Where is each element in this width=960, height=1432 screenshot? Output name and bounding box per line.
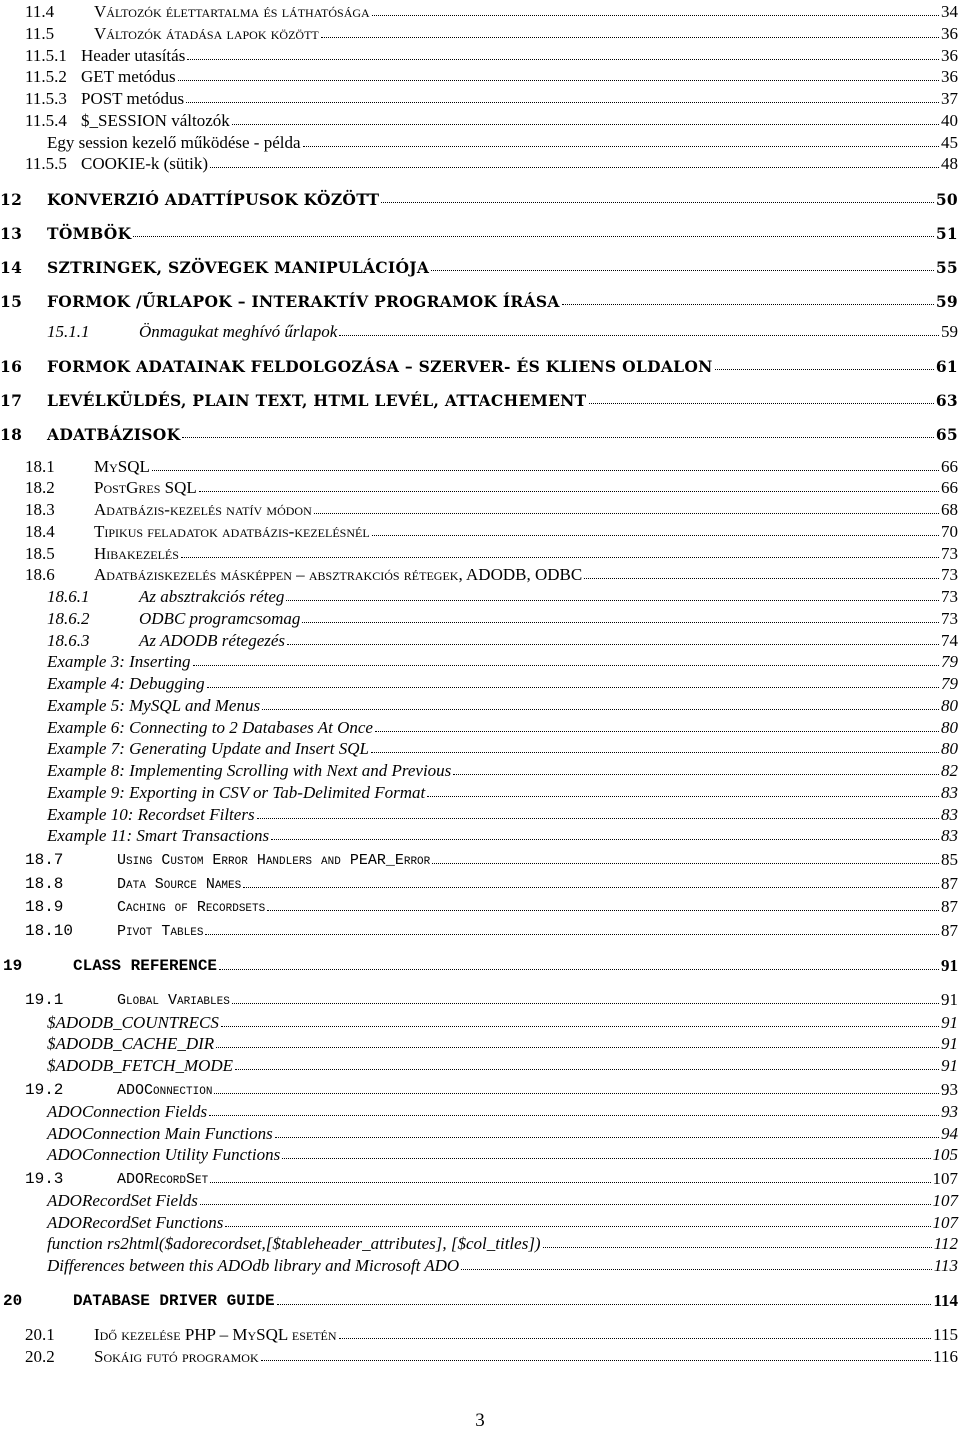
toc-entry-page: 91 <box>941 990 958 1009</box>
dot-leader <box>209 1115 939 1116</box>
toc-entry[interactable] <box>47 714 958 736</box>
toc-entry-title: Example 8: Implementing Scrolling with Next and Previous <box>47 761 452 780</box>
toc-entry-title: Using Custom Error Handlers and PEAR_Error <box>117 852 431 869</box>
dot-leader <box>715 369 934 370</box>
toc-entry[interactable] <box>25 474 958 496</box>
toc-entry-page: 37 <box>941 89 958 108</box>
dot-leader <box>302 622 939 623</box>
toc-entry-number: 12 <box>0 189 23 209</box>
dot-leader <box>232 1003 939 1004</box>
toc-entry-title: Változók átadása lapok között <box>94 24 319 43</box>
dot-leader <box>221 1026 939 1027</box>
toc-entry[interactable] <box>25 20 958 42</box>
dot-leader <box>584 578 939 579</box>
toc-entry-title: POST metódus <box>81 89 185 108</box>
toc-entry[interactable] <box>25 518 958 540</box>
toc-entry-page: 34 <box>941 2 958 21</box>
toc-entry[interactable] <box>0 287 958 309</box>
toc-entry-number: 11.5.5 <box>25 154 67 173</box>
toc-entry-title: Változók élettartalma és láthatósága <box>94 2 370 21</box>
toc-entry-title: CLASS REFERENCE <box>73 957 218 975</box>
toc-entry-title: Example 5: MySQL and Menus <box>47 696 261 715</box>
toc-entry-page: 87 <box>941 874 958 893</box>
dot-leader <box>210 167 939 168</box>
toc-entry-title: ADORecordSet Functions <box>47 1213 224 1232</box>
toc-entry[interactable] <box>25 63 958 85</box>
toc-entry-page: 73 <box>941 565 958 584</box>
toc-entry-title: ADORecordSet Fields <box>47 1191 198 1210</box>
dot-leader <box>214 1093 939 1094</box>
toc-entry[interactable] <box>0 219 958 241</box>
toc-entry[interactable] <box>25 870 958 892</box>
toc-entry-page: 36 <box>941 46 958 65</box>
dot-leader <box>372 15 939 16</box>
toc-entry[interactable] <box>47 318 958 340</box>
toc-entry-page: 91 <box>941 956 958 975</box>
dot-leader <box>235 1069 939 1070</box>
toc-entry-title: ADATBÁZISOK <box>47 424 181 444</box>
toc-entry[interactable] <box>25 893 958 915</box>
toc-entry-number: 20 <box>3 1292 23 1310</box>
toc-entry-page: 83 <box>941 826 958 845</box>
toc-entry-number: 19.2 <box>25 1081 64 1099</box>
toc-entry-page: 79 <box>941 674 958 693</box>
toc-entry-title: TÖMBÖK <box>47 223 132 243</box>
toc-entry-page: 91 <box>941 1056 958 1075</box>
toc-entry-number: 11.4 <box>25 2 55 21</box>
toc-entry-page: 94 <box>941 1124 958 1143</box>
toc-entry-page: 93 <box>941 1102 958 1121</box>
toc-entry-title: DATABASE DRIVER GUIDE <box>73 1292 275 1310</box>
toc-entry[interactable] <box>3 952 958 974</box>
toc-entry-page: 51 <box>935 223 958 243</box>
toc-entry-title: Example 6: Connecting to 2 Databases At Once <box>47 718 373 737</box>
toc-entry[interactable] <box>47 735 958 757</box>
toc-entry-title: GET metódus <box>81 67 176 86</box>
toc-entry-page: 107 <box>932 1191 958 1210</box>
dot-leader <box>193 665 939 666</box>
toc-entry-title: ADORecordSet <box>117 1171 209 1188</box>
toc-entry-number: 20.2 <box>25 1347 55 1366</box>
toc-entry-page: 116 <box>933 1347 958 1366</box>
toc-entry[interactable] <box>47 1030 958 1052</box>
toc-entry[interactable] <box>25 42 958 64</box>
toc-entry-title: Example 3: Inserting <box>47 652 191 671</box>
toc-entry[interactable] <box>0 352 958 374</box>
toc-entry-number: 14 <box>0 257 23 277</box>
toc-entry-page: 73 <box>941 587 958 606</box>
toc-entry[interactable] <box>47 605 958 627</box>
toc-entry[interactable] <box>25 986 958 1008</box>
toc-entry-title: MySQL <box>94 457 150 476</box>
toc-entry[interactable] <box>47 129 958 151</box>
toc-entry-page: 36 <box>941 24 958 43</box>
dot-leader <box>267 910 939 911</box>
toc-entry-title: Data Source Names <box>117 876 242 893</box>
toc-entry-page: 73 <box>941 609 958 628</box>
toc-entry-page: 107 <box>932 1169 958 1188</box>
toc-entry[interactable] <box>25 846 958 868</box>
toc-entry-title: ADOConnection <box>117 1082 213 1099</box>
toc-entry-number: 18 <box>0 424 23 444</box>
toc-entry-page: 82 <box>941 761 958 780</box>
toc-entry-title: $ADODB_CACHE_DIR <box>47 1034 215 1053</box>
dot-leader <box>461 1269 932 1270</box>
toc-entry-title: Sokáig futó programok <box>94 1347 259 1366</box>
toc-entry[interactable] <box>25 150 958 172</box>
toc-entry[interactable] <box>25 496 958 518</box>
toc-entry-title: Example 11: Smart Transactions <box>47 826 270 845</box>
toc-entry[interactable] <box>25 0 958 20</box>
dot-leader <box>216 1047 939 1048</box>
toc-entry-page: 80 <box>941 718 958 737</box>
dot-leader <box>562 304 934 305</box>
toc-entry[interactable] <box>25 1321 958 1343</box>
toc-entry[interactable] <box>47 627 958 649</box>
toc-entry-number: 18.6.3 <box>47 631 90 650</box>
dot-leader <box>186 102 939 103</box>
toc-entry[interactable] <box>47 757 958 779</box>
toc-entry[interactable] <box>47 692 958 714</box>
toc-entry-title: function rs2html($adorecordset,[$tableheader_attributes], [$col_titles]) <box>47 1234 541 1253</box>
toc-entry-number: 18.4 <box>25 522 55 541</box>
toc-entry-page: 74 <box>941 631 958 650</box>
toc-entry-title: Header utasítás <box>81 46 186 65</box>
dot-leader <box>152 470 939 471</box>
toc-entry[interactable] <box>47 779 958 801</box>
toc-entry[interactable] <box>47 1141 958 1163</box>
dot-leader <box>282 1158 930 1159</box>
toc-entry-number: 18.6.1 <box>47 587 90 606</box>
toc-entry-number: 18.9 <box>25 898 64 916</box>
toc-entry-page: 55 <box>935 257 958 277</box>
toc-entry-title: SZTRINGEK, SZÖVEGEK MANIPULÁCIÓJA <box>47 257 430 277</box>
dot-leader <box>257 818 939 819</box>
dot-leader <box>339 1338 932 1339</box>
toc-entry[interactable] <box>3 1287 958 1309</box>
toc-entry-page: 87 <box>941 897 958 916</box>
toc-entry-title: Caching of Recordsets <box>117 899 266 916</box>
toc-entry-page: 45 <box>941 133 958 152</box>
toc-entry-page: 91 <box>941 1034 958 1053</box>
toc-entry-number: 18.7 <box>25 851 64 869</box>
toc-entry-page: 68 <box>941 500 958 519</box>
toc-entry-page: 83 <box>941 805 958 824</box>
dot-leader <box>375 731 939 732</box>
dot-leader <box>314 513 939 514</box>
toc-entry-title: KONVERZIÓ ADATTÍPUSOK KÖZÖTT <box>47 189 380 209</box>
dot-leader <box>243 887 939 888</box>
dot-leader <box>427 796 939 797</box>
dot-leader <box>286 600 939 601</box>
toc-entry-page: 115 <box>933 1325 958 1344</box>
dot-leader <box>133 236 933 237</box>
toc-entry-number: 11.5.4 <box>25 111 67 130</box>
toc-entry[interactable] <box>25 917 958 939</box>
toc-entry-title: Idő kezelése PHP – MySQL esetén <box>94 1325 337 1344</box>
toc-entry[interactable] <box>0 253 958 275</box>
toc-entry-page: 113 <box>933 1256 958 1275</box>
toc-entry-title: FORMOK ADATAINAK FELDOLGOZÁSA – SZERVER- ÉS KLIENS OLDALON <box>47 356 713 376</box>
toc-entry-number: 18.8 <box>25 875 64 893</box>
toc-entry-page: 91 <box>941 1013 958 1032</box>
toc-entry[interactable] <box>25 1076 958 1098</box>
toc-entry-number: 19 <box>3 957 23 975</box>
toc-entry[interactable] <box>47 1098 958 1120</box>
toc-entry-title: Pivot Tables <box>117 923 204 940</box>
toc-entry-number: 18.5 <box>25 544 55 563</box>
toc-entry[interactable] <box>0 185 958 207</box>
toc-entry[interactable] <box>47 1052 958 1074</box>
dot-leader <box>371 752 939 753</box>
toc-entry-number: 15.1.1 <box>47 322 90 341</box>
toc-entry-page: 66 <box>941 457 958 476</box>
toc-entry[interactable] <box>0 420 958 442</box>
toc-entry-page: 61 <box>935 356 958 376</box>
toc-entry-number: 18.10 <box>25 922 74 940</box>
toc-entry-number: 18.3 <box>25 500 55 519</box>
dot-leader <box>589 403 934 404</box>
toc-entry[interactable] <box>25 1343 958 1365</box>
toc-entry-title: $_SESSION változók <box>81 111 230 130</box>
toc-entry-page: 79 <box>941 652 958 671</box>
toc-entry-title: $ADODB_COUNTRECS <box>47 1013 219 1032</box>
toc-entry-number: 13 <box>0 223 23 243</box>
dot-leader <box>381 202 933 203</box>
toc-entry[interactable] <box>25 453 958 475</box>
dot-leader <box>178 80 939 81</box>
toc-entry-title: Adatbáziskezelés másképpen – absztrakciós rétegek, ADODB, ODBC <box>94 565 583 584</box>
toc-entry-title: Example 10: Recordset Filters <box>47 805 255 824</box>
toc-entry-title: Differences between this ADOdb library and Microsoft ADO <box>47 1256 460 1275</box>
toc-entry-number: 20.1 <box>25 1325 55 1344</box>
toc-entry-title: Example 9: Exporting in CSV or Tab-Delimited Format <box>47 783 426 802</box>
toc-entry[interactable] <box>25 540 958 562</box>
toc-entry-title: FORMOK /ŰRLAPOK – INTERAKTÍV PROGRAMOK ÍRÁSA <box>47 291 560 311</box>
dot-leader <box>205 934 939 935</box>
dot-leader <box>277 1304 932 1305</box>
toc-entry-page: 114 <box>933 1291 958 1310</box>
dot-leader <box>372 535 939 536</box>
toc-entry-title: Adatbázis-kezelés natív módon <box>94 500 312 519</box>
dot-leader <box>199 491 939 492</box>
dot-leader <box>262 709 939 710</box>
toc-entry-number: 19.1 <box>25 991 64 1009</box>
toc-entry[interactable] <box>47 801 958 823</box>
toc-entry-page: 40 <box>941 111 958 130</box>
toc-entry-page: 48 <box>941 154 958 173</box>
toc-entry-page: 50 <box>935 189 958 209</box>
toc-entry-number: 18.2 <box>25 478 55 497</box>
toc-entry-page: 85 <box>941 850 958 869</box>
toc-entry-title: LEVÉLKÜLDÉS, PLAIN TEXT, HTML LEVÉL, ATTACHEMENT <box>47 390 587 410</box>
toc-entry-page: 66 <box>941 478 958 497</box>
toc-entry-page: 80 <box>941 739 958 758</box>
toc-entry-number: 18.6.2 <box>47 609 90 628</box>
toc-entry-number: 15 <box>0 291 23 311</box>
toc-entry-page: 87 <box>941 921 958 940</box>
dot-leader <box>210 1182 930 1183</box>
dot-leader <box>207 687 939 688</box>
dot-leader <box>287 644 939 645</box>
toc-entry-title: ADOConnection Utility Functions <box>47 1145 281 1164</box>
dot-leader <box>271 839 939 840</box>
toc-entry-title: ADOConnection Fields <box>47 1102 208 1121</box>
dot-leader <box>543 1247 932 1248</box>
toc-entry[interactable] <box>47 1252 958 1274</box>
toc-entry-number: 19.3 <box>25 1170 64 1188</box>
toc-entry[interactable] <box>25 85 958 107</box>
toc-entry[interactable] <box>47 1009 958 1031</box>
dot-leader <box>339 335 939 336</box>
dot-leader <box>321 37 939 38</box>
toc-entry-title: PostGres SQL <box>94 478 197 497</box>
dot-leader <box>432 863 939 864</box>
toc-entry-page: 105 <box>932 1145 958 1164</box>
toc-entry-page: 83 <box>941 783 958 802</box>
toc-entry-number: 11.5 <box>25 24 55 43</box>
toc-entry-page: 63 <box>935 390 958 410</box>
toc-entry[interactable] <box>25 1165 958 1187</box>
toc-entry[interactable] <box>47 583 958 605</box>
dot-leader <box>219 969 939 970</box>
dot-leader <box>275 1137 939 1138</box>
toc-entry-page: 70 <box>941 522 958 541</box>
toc-entry-title: $ADODB_FETCH_MODE <box>47 1056 234 1075</box>
toc-entry-title: Example 4: Debugging <box>47 674 205 693</box>
dot-leader <box>181 557 939 558</box>
toc-entry-page: 65 <box>935 424 958 444</box>
toc-entry-number: 17 <box>0 390 23 410</box>
toc-entry-page: 93 <box>941 1080 958 1099</box>
toc-entry-title: Az absztrakciós réteg <box>139 587 285 606</box>
toc-entry-page: 59 <box>941 322 958 341</box>
toc-entry-title: Önmagukat meghívó űrlapok <box>139 322 338 341</box>
dot-leader <box>187 59 939 60</box>
toc-entry-page: 59 <box>935 291 958 311</box>
toc-entry[interactable] <box>47 1230 958 1252</box>
toc-entry-title: Hibakezelés <box>94 544 179 563</box>
toc-entry-title: COOKIE-k (sütik) <box>81 154 209 173</box>
toc-entry[interactable] <box>25 107 958 129</box>
dot-leader <box>303 146 939 147</box>
toc-entry-number: 16 <box>0 356 23 376</box>
toc-entry-title: Tipikus feladatok adatbázis-kezelésnél <box>94 522 370 541</box>
toc-entry-number: 18.1 <box>25 457 55 476</box>
toc-entry-number: 11.5.1 <box>25 46 67 65</box>
toc-entry-page: 112 <box>933 1234 958 1253</box>
toc-entry-title: Egy session kezelő működése - példa <box>47 133 301 152</box>
dot-leader <box>225 1226 930 1227</box>
toc-entry-page: 73 <box>941 544 958 563</box>
toc-entry-page: 107 <box>932 1213 958 1232</box>
dot-leader <box>200 1204 931 1205</box>
toc-entry-title: Az ADODB rétegezés <box>139 631 286 650</box>
toc-entry-page: 80 <box>941 696 958 715</box>
toc-entry-number: 18.6 <box>25 565 55 584</box>
toc-entry-title: Global Variables <box>117 992 230 1009</box>
toc-entry[interactable] <box>47 1187 958 1209</box>
toc-entry-title: ODBC programcsomag <box>139 609 301 628</box>
toc-entry-number: 11.5.2 <box>25 67 67 86</box>
toc-entry-page: 36 <box>941 67 958 86</box>
toc-entry[interactable] <box>0 386 958 408</box>
toc-entry[interactable] <box>47 1120 958 1142</box>
toc-entry-title: Example 7: Generating Update and Insert SQL <box>47 739 370 758</box>
toc-entry[interactable] <box>47 648 958 670</box>
dot-leader <box>261 1360 931 1361</box>
toc-entry[interactable] <box>25 561 958 583</box>
toc-entry-title: ADOConnection Main Functions <box>47 1124 273 1143</box>
toc-entry[interactable] <box>47 1209 958 1231</box>
dot-leader <box>182 437 933 438</box>
toc-entry[interactable] <box>47 670 958 692</box>
dot-leader <box>453 774 939 775</box>
toc-entry-number: 11.5.3 <box>25 89 67 108</box>
page-number: 3 <box>475 1410 485 1431</box>
dot-leader <box>431 270 934 271</box>
dot-leader <box>232 124 939 125</box>
toc-entry[interactable] <box>47 822 958 844</box>
